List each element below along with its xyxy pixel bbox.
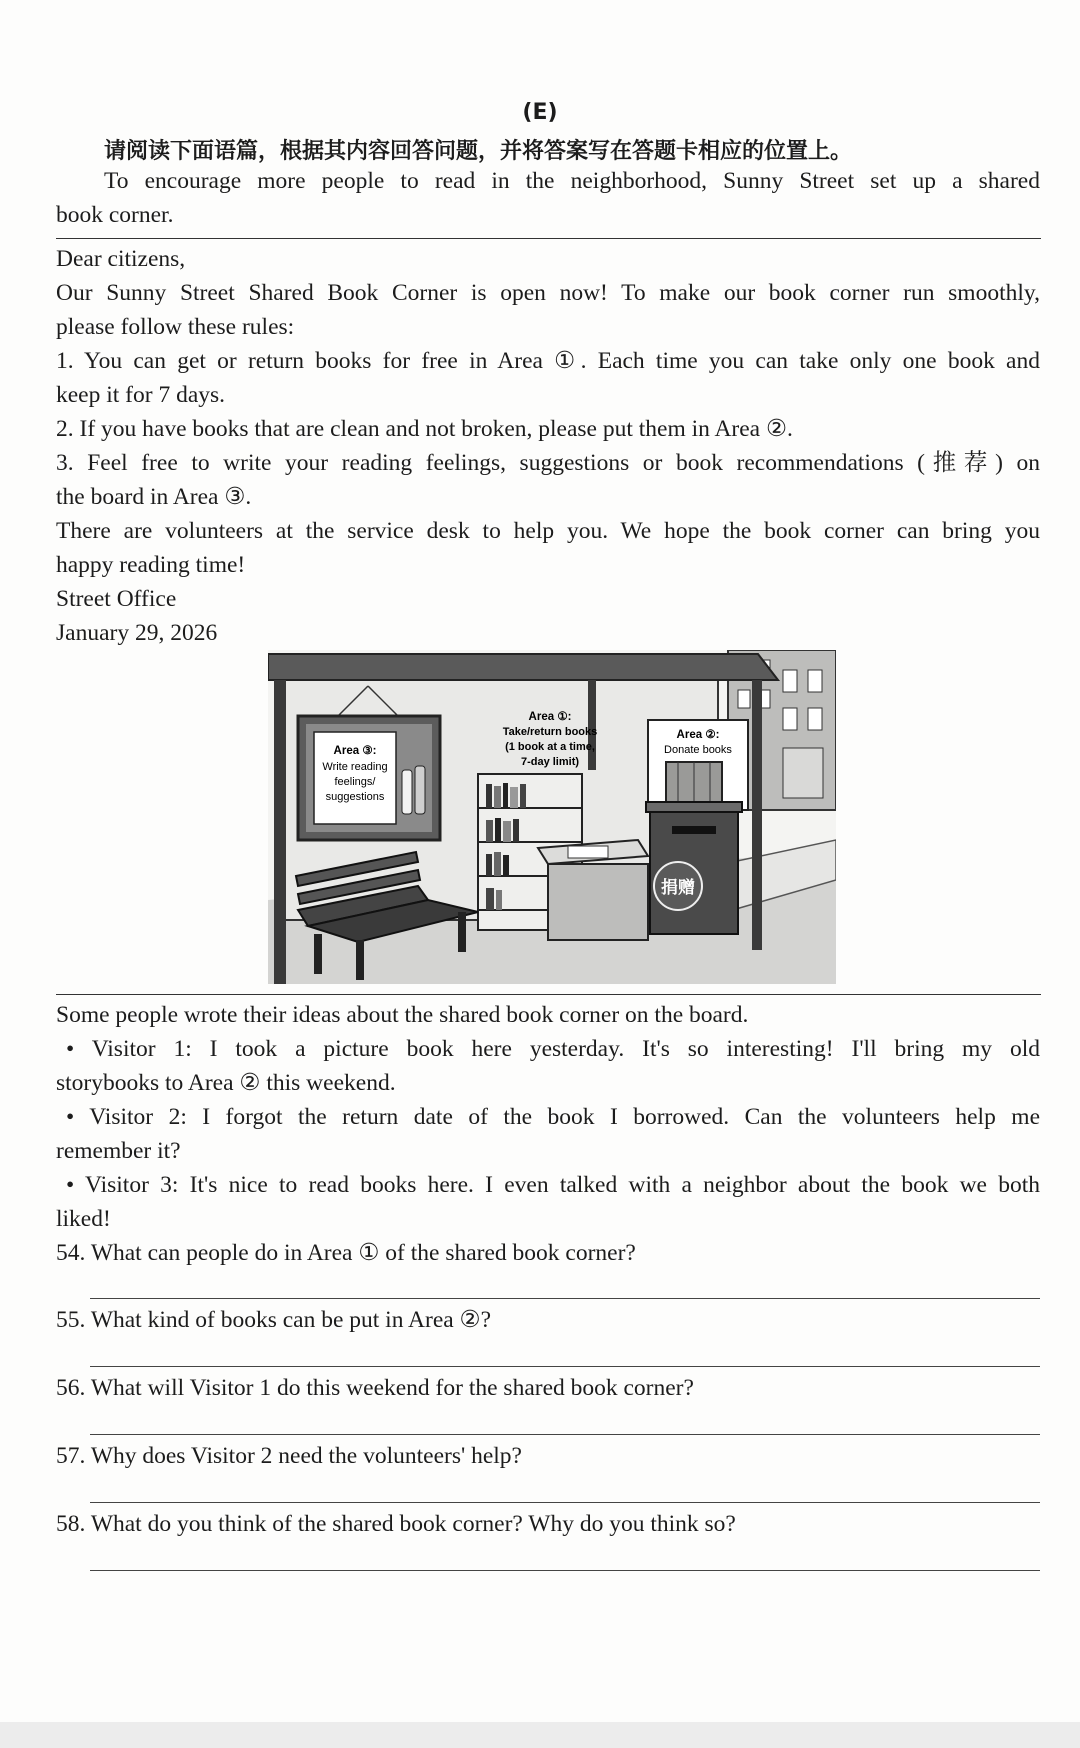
- intro-line-1: To encourage more people to read in the neighborhood, Sunny Street set up a shared: [104, 168, 1040, 194]
- divider-middle: [56, 994, 1041, 995]
- answer-line-58[interactable]: [90, 1570, 1040, 1571]
- book-corner-illustration: [268, 650, 836, 984]
- visitor-3-line-2: liked!: [56, 1206, 111, 1232]
- visitor-2-line-1: • Visitor 2: I forgot the return date of the book I borrowed. Can the volunteers help me: [66, 1104, 1040, 1130]
- visitor-3-line-1: • Visitor 3: It's nice to read books here. I even talked with a neighbor about the book we both: [66, 1172, 1040, 1198]
- notice-closing-line-1: There are volunteers at the service desk to help you. We hope the book corner can bring you: [56, 518, 1040, 544]
- question-54: 54. What can people do in Area ① of the shared book corner?: [56, 1240, 636, 1266]
- section-label: (E): [522, 100, 558, 125]
- area-2-title: Area ②:: [676, 729, 720, 741]
- instruction-text: 请阅读下面语篇，根据其内容回答问题，并将答案写在答题卡相应的位置上。: [104, 139, 853, 164]
- answer-line-54[interactable]: [90, 1298, 1040, 1299]
- visitor-1-line-1: • Visitor 1: I took a picture book here yesterday. It's so interesting! I'll bring my old: [66, 1036, 1040, 1062]
- rule-3-line-2: the board in Area ③.: [56, 484, 252, 510]
- area-1-line-3: 7-day limit): [520, 756, 580, 768]
- visitor-2-line-2: remember it?: [56, 1138, 181, 1164]
- rule-3-line-1: 3. Feel free to write your reading feelings, suggestions or book recommendations (推荐) on: [56, 450, 1040, 476]
- question-57: 57. Why does Visitor 2 need the volunteers' help?: [56, 1443, 522, 1469]
- question-55: 55. What kind of books can be put in Area ②?: [56, 1307, 492, 1333]
- divider-top: [56, 238, 1041, 239]
- intro-line-2: book corner.: [56, 202, 174, 228]
- answer-line-56[interactable]: [90, 1434, 1040, 1435]
- area-3-line-2: feelings/: [334, 776, 376, 788]
- area-3-line-3: suggestions: [325, 791, 385, 803]
- area-3-line-1: Write reading: [322, 761, 388, 773]
- visitor-1-line-2: storybooks to Area ② this weekend.: [56, 1070, 396, 1096]
- answer-line-57[interactable]: [90, 1502, 1040, 1503]
- question-58: 58. What do you think of the shared book corner? Why do you think so?: [56, 1511, 736, 1537]
- answer-line-55[interactable]: [90, 1366, 1040, 1367]
- notice-opening-line-1: Our Sunny Street Shared Book Corner is open now! To make our book corner run smoothly,: [56, 280, 1040, 306]
- notice-greeting: Dear citizens,: [56, 246, 186, 272]
- rule-1-line-1: 1. You can get or return books for free in Area ①. Each time you can take only one book and: [56, 348, 1040, 374]
- notice-date: January 29, 2026: [56, 620, 218, 646]
- area-2-line-1: Donate books: [664, 744, 732, 756]
- rule-2: 2. If you have books that are clean and not broken, please put them in Area ②.: [56, 416, 793, 442]
- board-intro: Some people wrote their ideas about the shared book corner on the board.: [56, 1002, 749, 1028]
- area-1-line-1: Take/return books: [502, 726, 598, 738]
- bottom-margin: [0, 1722, 1080, 1748]
- donate-sign-text: 捐赠: [661, 878, 695, 898]
- notice-closing-line-2: happy reading time!: [56, 552, 246, 578]
- notice-opening-line-2: please follow these rules:: [56, 314, 295, 340]
- question-56: 56. What will Visitor 1 do this weekend for the shared book corner?: [56, 1375, 694, 1401]
- rule-1-line-2: keep it for 7 days.: [56, 382, 226, 408]
- service-desk: [538, 840, 648, 940]
- area-1-title: Area ①:: [528, 711, 572, 723]
- area-3-title: Area ③:: [333, 745, 377, 757]
- notice-signature: Street Office: [56, 586, 177, 612]
- area-1-line-2: (1 book at a time,: [505, 741, 595, 753]
